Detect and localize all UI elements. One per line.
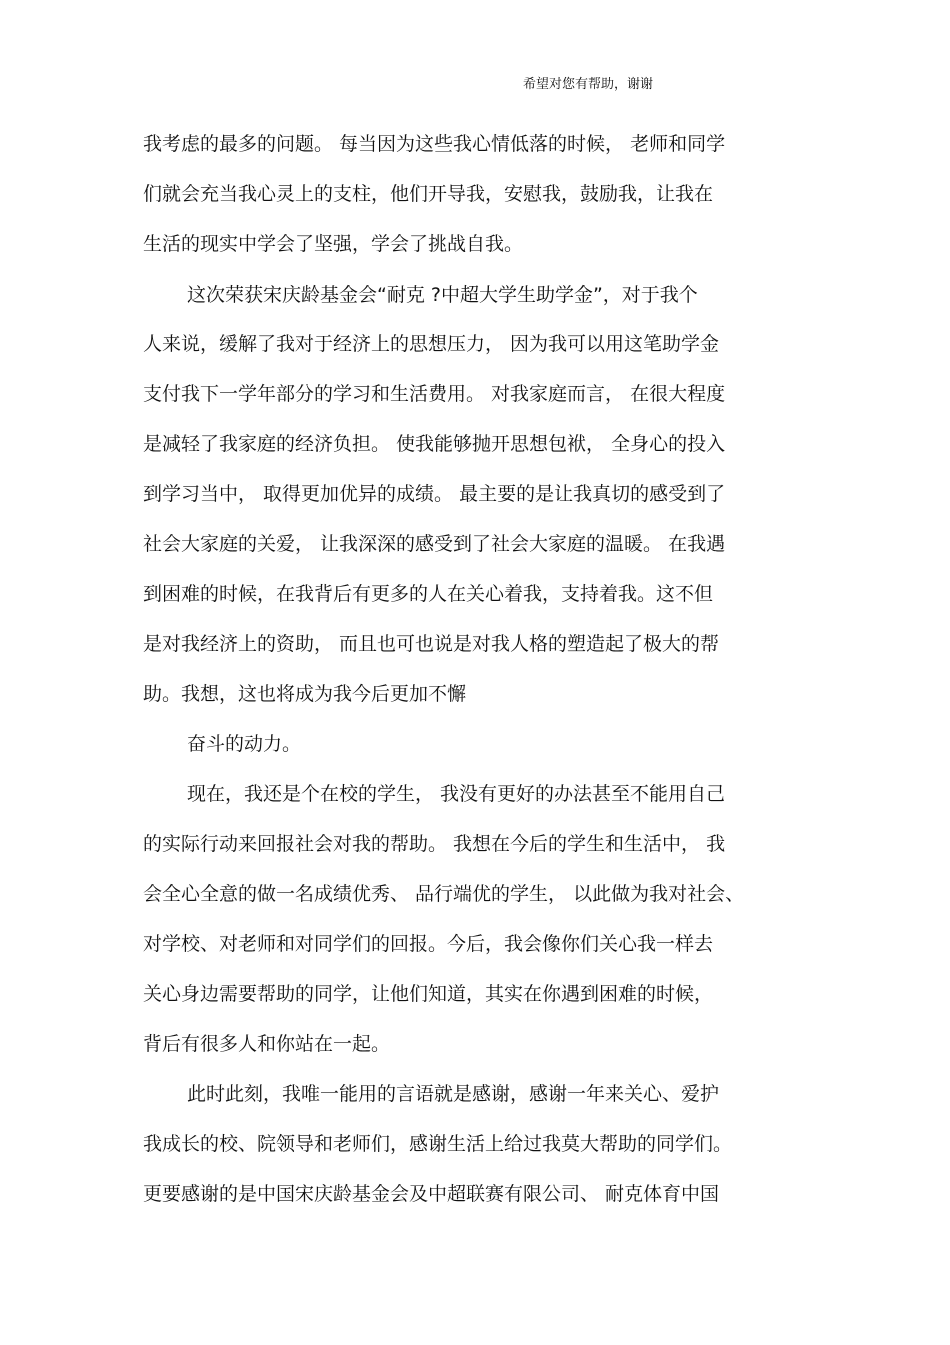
body-line: 们就会充当我心灵上的支柱，他们开导我，安慰我，鼓励我，让我在 [143,183,714,205]
body-line: 会全心全意的做一名成绩优秀、 品行端优的学生， 以此做为我对社会、 [143,883,745,905]
body-line: 我考虑的最多的问题。 每当因为这些我心情低落的时候， 老师和同学 [143,133,726,155]
body-line: 人来说，缓解了我对于经济上的思想压力， 因为我可以用这笔助学金 [143,333,720,355]
body-line: 支付我下一学年部分的学习和生活费用。 对我家庭而言， 在很大程度 [143,383,726,405]
body-line: 到学习当中， 取得更加优异的成绩。 最主要的是让我真切的感受到了 [143,483,726,505]
body-line: 对学校、对老师和对同学们的回报。今后，我会像你们关心我一样去 [143,933,714,955]
body-line: 社会大家庭的关爱， 让我深深的感受到了社会大家庭的温暖。 在我遇 [143,533,726,555]
body-line: 更要感谢的是中国宋庆龄基金会及中超联赛有限公司、 耐克体育中国 [143,1183,720,1205]
body-line: 是对我经济上的资助， 而且也可也说是对我人格的塑造起了极大的帮 [143,633,720,655]
paragraph-start-line: 现在，我还是个在校的学生， 我没有更好的办法甚至不能用自己 [187,783,726,805]
body-line: 助。我想，这也将成为我今后更加不懈 [143,683,467,705]
page-header-note: 希望对您有帮助，谢谢 [523,77,654,92]
paragraph-start-line: 这次荣获宋庆龄基金会“耐克 ?中超大学生助学金”，对于我个 [187,284,698,306]
paragraph-start-line: 此时此刻，我唯一能用的言语就是感谢，感谢一年来关心、爱护 [187,1083,720,1105]
body-line: 是减轻了我家庭的经济负担。 使我能够抛开思想包袱， 全身心的投入 [143,433,726,455]
body-line: 到困难的时候，在我背后有更多的人在关心着我，支持着我。这不但 [143,583,714,605]
body-line: 关心身边需要帮助的同学，让他们知道，其实在你遇到困难的时候， [143,983,714,1005]
body-line: 奋斗的动力。 [187,733,302,755]
body-line: 我成长的校、院领导和老师们，感谢生活上给过我莫大帮助的同学们。 [143,1133,733,1155]
body-line: 的实际行动来回报社会对我的帮助。 我想在今后的学生和生活中， 我 [143,833,726,855]
body-line: 背后有很多人和你站在一起。 [143,1033,391,1055]
body-line: 生活的现实中学会了坚强，学会了挑战自我。 [143,233,524,255]
